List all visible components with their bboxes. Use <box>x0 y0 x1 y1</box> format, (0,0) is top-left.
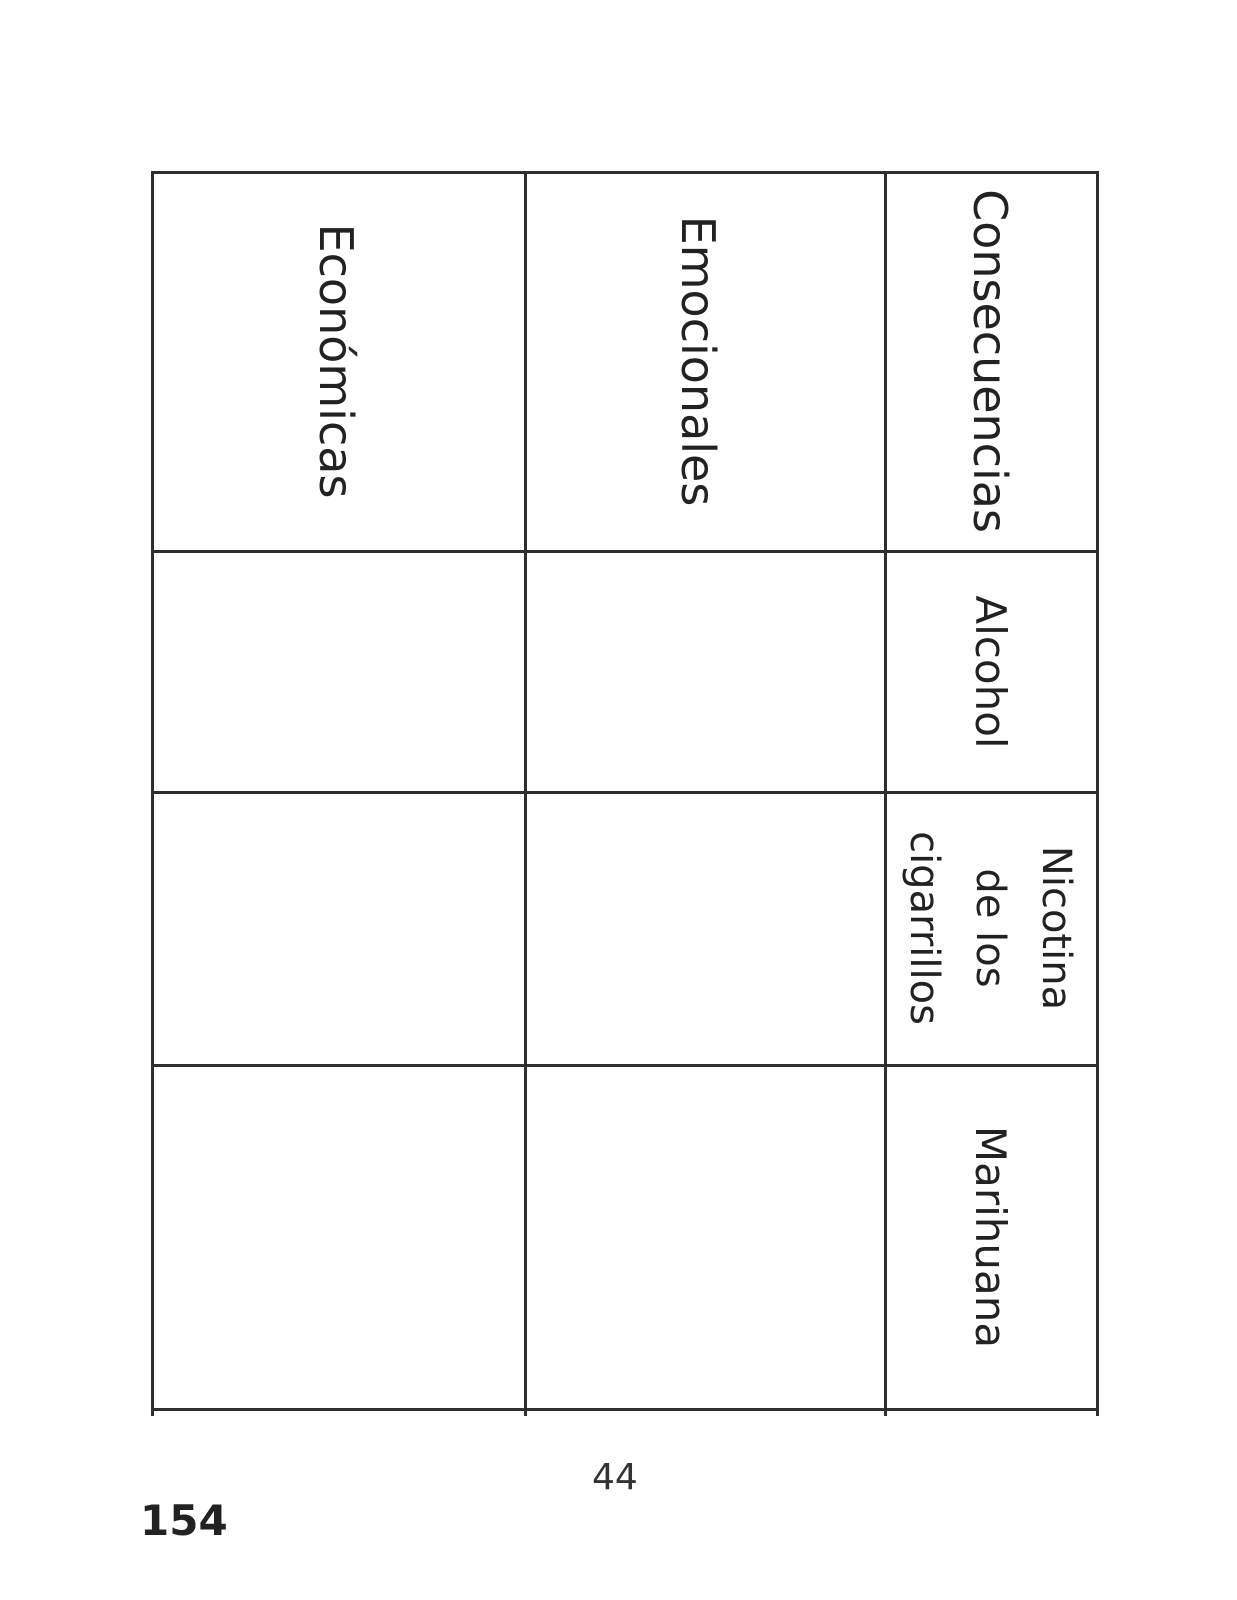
answer-cell-marijuana-emotional[interactable] <box>527 1067 884 1408</box>
answer-cell-alcohol-emotional[interactable] <box>527 553 884 791</box>
header-consequences: Consecuencias <box>963 189 1017 533</box>
book-page-number: 154 <box>140 1496 228 1545</box>
answer-cell-nicotine-economic[interactable] <box>154 794 524 1064</box>
consequences-table <box>151 171 1104 1416</box>
header-emotional: Emocionales <box>671 215 725 507</box>
table-border-bottom <box>151 1408 1099 1411</box>
answer-cell-nicotine-emotional[interactable] <box>527 794 884 1064</box>
row-label-marijuana: Marihuana <box>966 1125 1015 1349</box>
row-label-nicotine-line-3: cigarrillos <box>901 831 947 1025</box>
answer-cell-marijuana-economic[interactable] <box>154 1067 524 1408</box>
row-label-alcohol: Alcohol <box>966 595 1015 749</box>
row-label-nicotine-line-2: de los <box>967 868 1013 988</box>
table-border-top <box>151 171 1099 174</box>
header-economic: Económicas <box>309 223 363 499</box>
row-label-nicotine <box>891 831 1089 1025</box>
page-number: 44 <box>592 1457 638 1498</box>
row-label-nicotine-line-1: Nicotina <box>1033 845 1079 1011</box>
answer-cell-alcohol-economic[interactable] <box>154 553 524 791</box>
